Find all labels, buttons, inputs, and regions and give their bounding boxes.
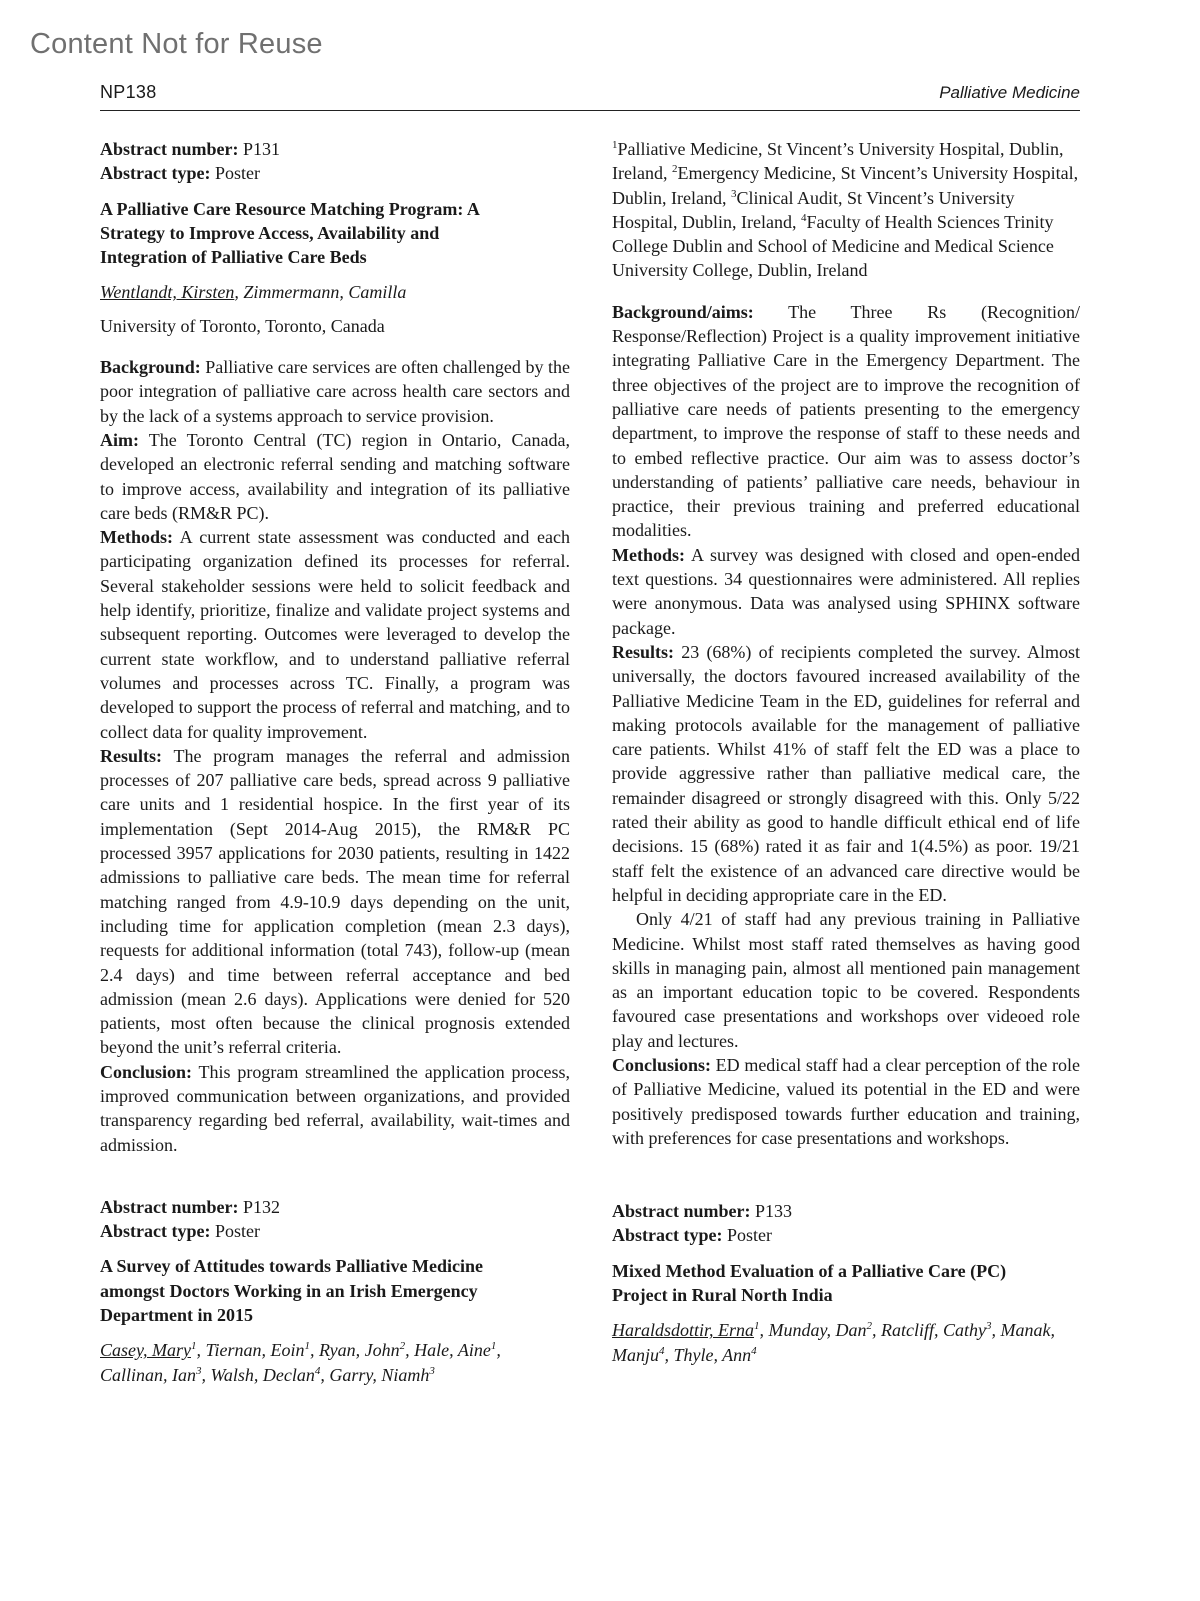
conclusion-text: This program streamlined the application process, improved communication between organizations, and provided transparency regarding bed referral, availability, wait-times and admission. (100, 1061, 570, 1155)
aim-paragraph (100, 428, 570, 525)
abstract-authors (100, 280, 570, 304)
abstract-type-line (612, 1223, 1080, 1247)
abstract-title: A Palliative Care Resource Matching Program: A Strategy to Improve Access, Availability and Integration of Palliative Care Beds (100, 198, 479, 268)
author-affiliation-marker: 3 (429, 1364, 435, 1377)
abstract-affiliations (612, 137, 1080, 283)
aim-text: The Toronto Central (TC) region in Ontario, Canada, developed an electronic referral sending and matching software to improve access, availability and integration of its palliative care beds (RM&R PC). (100, 429, 570, 523)
background-text: The Three Rs (Recognition/ Response/Reflection) Project is a quality improvement initiative integrating Palliative Care in the Emergency Department. The three objectives of the project are to improve the recognition of palliative care needs of patients presenting to the emergency department, to improve the response of staff to these needs and to embed reflective practice. Our aim was to assess doctor’s understanding of patients’ palliative care needs, behaviour in practice, their previous training and preferred educational modalities. (612, 301, 1080, 541)
abstract-p133 (612, 1199, 1080, 1367)
abstract-type: Poster (214, 1221, 260, 1242)
abstract-p132 (100, 1195, 570, 1387)
abstract-number-label: Abstract number: (100, 139, 239, 159)
abstract-type-label: Abstract type: (100, 163, 211, 184)
author-name: Manak, Manju (612, 1320, 1056, 1365)
results-text: 23 (68%) of recipients completed the survey. Almost universally, the doctors favoured increased availability of the Palliative Medicine Team in the ED, guidelines for referral and making protocols available for the management of palliative care patients. Whilst 41% of staff felt the ED was a place to provide aggressive rather than palliative medical care, the remainder disagreed or strongly disagreed with this. Only 5/22 rated their ability as good to handle difficult ethical end of life decisions. 15 (68%) rated it as fair and 1(4.5%) as poor. 19/21 staff felt the existence of an advanced care directive would be helpful in deciding appropriate care in the ED. (612, 641, 1080, 905)
results-text: The program manages the referral and admission processes of 207 palliative care beds, spread across 9 palliative care units and 1 residential hospice. In the first year of its implementation (Sept 2014-Aug 2015), the RM&R PC processed 3957 applications for 2030 patients, resulting in 1422 admissions to palliative care beds. The mean time for referral matching ranged from 4.9-10.9 days depending on the unit, including time for application completion (mean 2.3 days), requests for additional information (total 743), follow-up (mean 2.4 days) and time between referral acceptance and bed admission (mean 2.6 days). Applications were denied for 520 patients, most often because the clinical prognosis extended beyond the unit’s referral criteria. (100, 745, 570, 1058)
author-affiliation-marker: 3 (196, 1364, 202, 1377)
author-name: Garry, Niamh (329, 1364, 430, 1385)
affiliation-marker: 3 (730, 187, 737, 200)
methods-paragraph (612, 543, 1080, 640)
author-name: Walsh, Declan (210, 1364, 315, 1385)
author-affiliation-marker: 1 (190, 1340, 197, 1353)
author-affiliation-marker: 4 (314, 1364, 321, 1377)
conclusions-text: ED medical staff had a clear perception of the role of Palliative Medicine, valued its potential in the ED and were positively predisposed towards further education and training, with preferences for case presentations and workshops. (612, 1054, 1080, 1148)
abstract-type-line (100, 1219, 570, 1243)
methods-text: A survey was designed with closed and open-ended text questions. 34 questionnaires were administered. All replies were anonymous. Data was analysed using SPHINX software package. (612, 544, 1080, 638)
abstract-type-label: Abstract type: (612, 1225, 723, 1246)
author-name: Callinan, Ian (100, 1364, 197, 1385)
results-paragraph (612, 640, 1080, 907)
abstract-number-label: Abstract number: (612, 1201, 751, 1222)
running-header (100, 82, 1080, 111)
methods-paragraph (100, 525, 570, 744)
abstract-p131 (100, 137, 570, 1157)
methods-label: Methods: (100, 527, 173, 548)
background-paragraph (100, 355, 570, 428)
page-number: NP138 (100, 82, 157, 102)
abstract-number-line (100, 137, 570, 161)
author-affiliation-marker: 2 (399, 1340, 406, 1353)
affiliation-marker: 1 (612, 139, 618, 151)
conclusion-paragraph (100, 1060, 570, 1157)
background-paragraph (612, 300, 1080, 543)
results-continued-paragraph: Only 4/21 of staff had any previous training in Palliative Medicine. Whilst most staff rated themselves as having good skills in managing pain, almost all mentioned pain management as an important education topic to be covered. Respondents favoured case presentations and workshops over videoed role play and lectures. (612, 909, 1080, 1051)
author-name: Munday, Dan (768, 1320, 867, 1341)
conclusion-label: Conclusion: (100, 1061, 193, 1082)
affiliation-text: Palliative Medicine, St Vincent’s University Hospital, Dublin, Ireland, (612, 139, 1064, 184)
abstract-number-line (612, 1199, 1080, 1223)
abstract-type-line (100, 161, 570, 185)
results-paragraph (100, 744, 570, 1060)
journal-name: Palliative Medicine (939, 83, 1080, 102)
conclusions-paragraph (612, 1053, 1080, 1150)
abstract-authors: Casey, Mary$^1$, Tiernan, Eoin$^1$, Ryan, John$^2$, Hale, Aine$^1$, Callinan, Ian$^3$, Walsh, Declan$^4$, Garry, Niamh$^3$ (100, 1340, 501, 1385)
abstract-number: P133 (754, 1201, 792, 1222)
abstract-type-label: Abstract type: (100, 1221, 211, 1242)
author-affiliation-marker: 4 (751, 1344, 757, 1357)
abstract-affiliation: University of Toronto, Toronto, Canada (100, 315, 385, 336)
author-name: Ratcliff, Cathy (881, 1320, 987, 1341)
author-affiliation-marker: 1 (304, 1340, 310, 1353)
methods-text: A current state assessment was conducted and each participating organization defined its processes for referral. Several stakeholder sessions were held to solicit feedback and help identify, prioritize, finalize and validate project systems and subsequent reporting. Outcomes were leveraged to develop the current state workflow, and to understand palliative referral volumes and processes across TC. Finally, a program was developed to support the process of referral and matching, and to collect data for quality improvement. (100, 527, 570, 742)
presenting-author: Wentlandt, Kirsten (100, 282, 235, 303)
author-affiliation-marker: 3 (986, 1320, 992, 1333)
author-affiliation-marker: 1 (754, 1320, 760, 1333)
author-affiliation-marker: 4 (659, 1344, 665, 1357)
conclusions-label: Conclusions: (612, 1054, 712, 1075)
abstract-title: A Survey of Attitudes towards Palliative Medicine amongst Doctors Working in an Irish Emergency Department in 2015 (100, 1256, 483, 1326)
abstract-type: Poster (214, 163, 260, 184)
background-label: Background: (100, 357, 201, 378)
aim-label: Aim: (100, 429, 139, 450)
author-name: Haraldsdottir, Erna (612, 1320, 755, 1341)
abstract-title: Mixed Method Evaluation of a Palliative Care (PC) Project in Rural North India (612, 1260, 1007, 1306)
co-authors: , Zimmermann, Camilla (234, 282, 407, 303)
author-name: Thyle, Ann (673, 1344, 752, 1365)
results-label: Results: (100, 745, 162, 766)
affiliation-text: Clinical Audit, St Vincent’s University Hospital, Dublin, Ireland, (612, 187, 1015, 232)
abstract-type: Poster (726, 1225, 772, 1246)
abstract-authors: Haraldsdottir, Erna$^1$, Munday, Dan$^2$, Ratcliff, Cathy$^3$, Manak, Manju$^4$, Thyle, Ann$^4$ (612, 1320, 1056, 1365)
affiliation-text: Emergency Medicine, St Vincent’s University Hospital, Dublin, Ireland, (612, 163, 1079, 208)
abstract-number-line (100, 1195, 570, 1219)
left-column (100, 137, 570, 1387)
right-column (612, 137, 1080, 1367)
author-name: Hale, Aine (414, 1340, 491, 1361)
affiliation-text: Faculty of Health Sciences Trinity College Dublin and School of Medicine and Medical Science University College, Dublin, Ireland (612, 211, 1054, 281)
abstract-number: P131 (242, 139, 280, 159)
results-label: Results: (612, 641, 674, 662)
abstract-number: P132 (242, 1196, 280, 1217)
background-text: Palliative care services are often challenged by the poor integration of palliative care across health care sectors and by the lack of a systems approach to service provision. (100, 357, 570, 426)
background-label: Background/aims: (612, 301, 754, 322)
affiliation-marker: 4 (800, 211, 807, 224)
affiliation-marker: 2 (671, 163, 678, 176)
author-affiliation-marker: 2 (866, 1320, 873, 1333)
watermark: Content Not for Reuse (30, 28, 323, 60)
author-name: Ryan, John (319, 1340, 400, 1361)
author-affiliation-marker: 1 (490, 1340, 497, 1353)
author-name: Tiernan, Eoin (205, 1340, 305, 1361)
methods-label: Methods: (612, 544, 685, 565)
author-name: Casey, Mary (100, 1340, 191, 1361)
abstract-p132-continued (612, 137, 1080, 1150)
abstract-number-label: Abstract number: (100, 1196, 239, 1217)
